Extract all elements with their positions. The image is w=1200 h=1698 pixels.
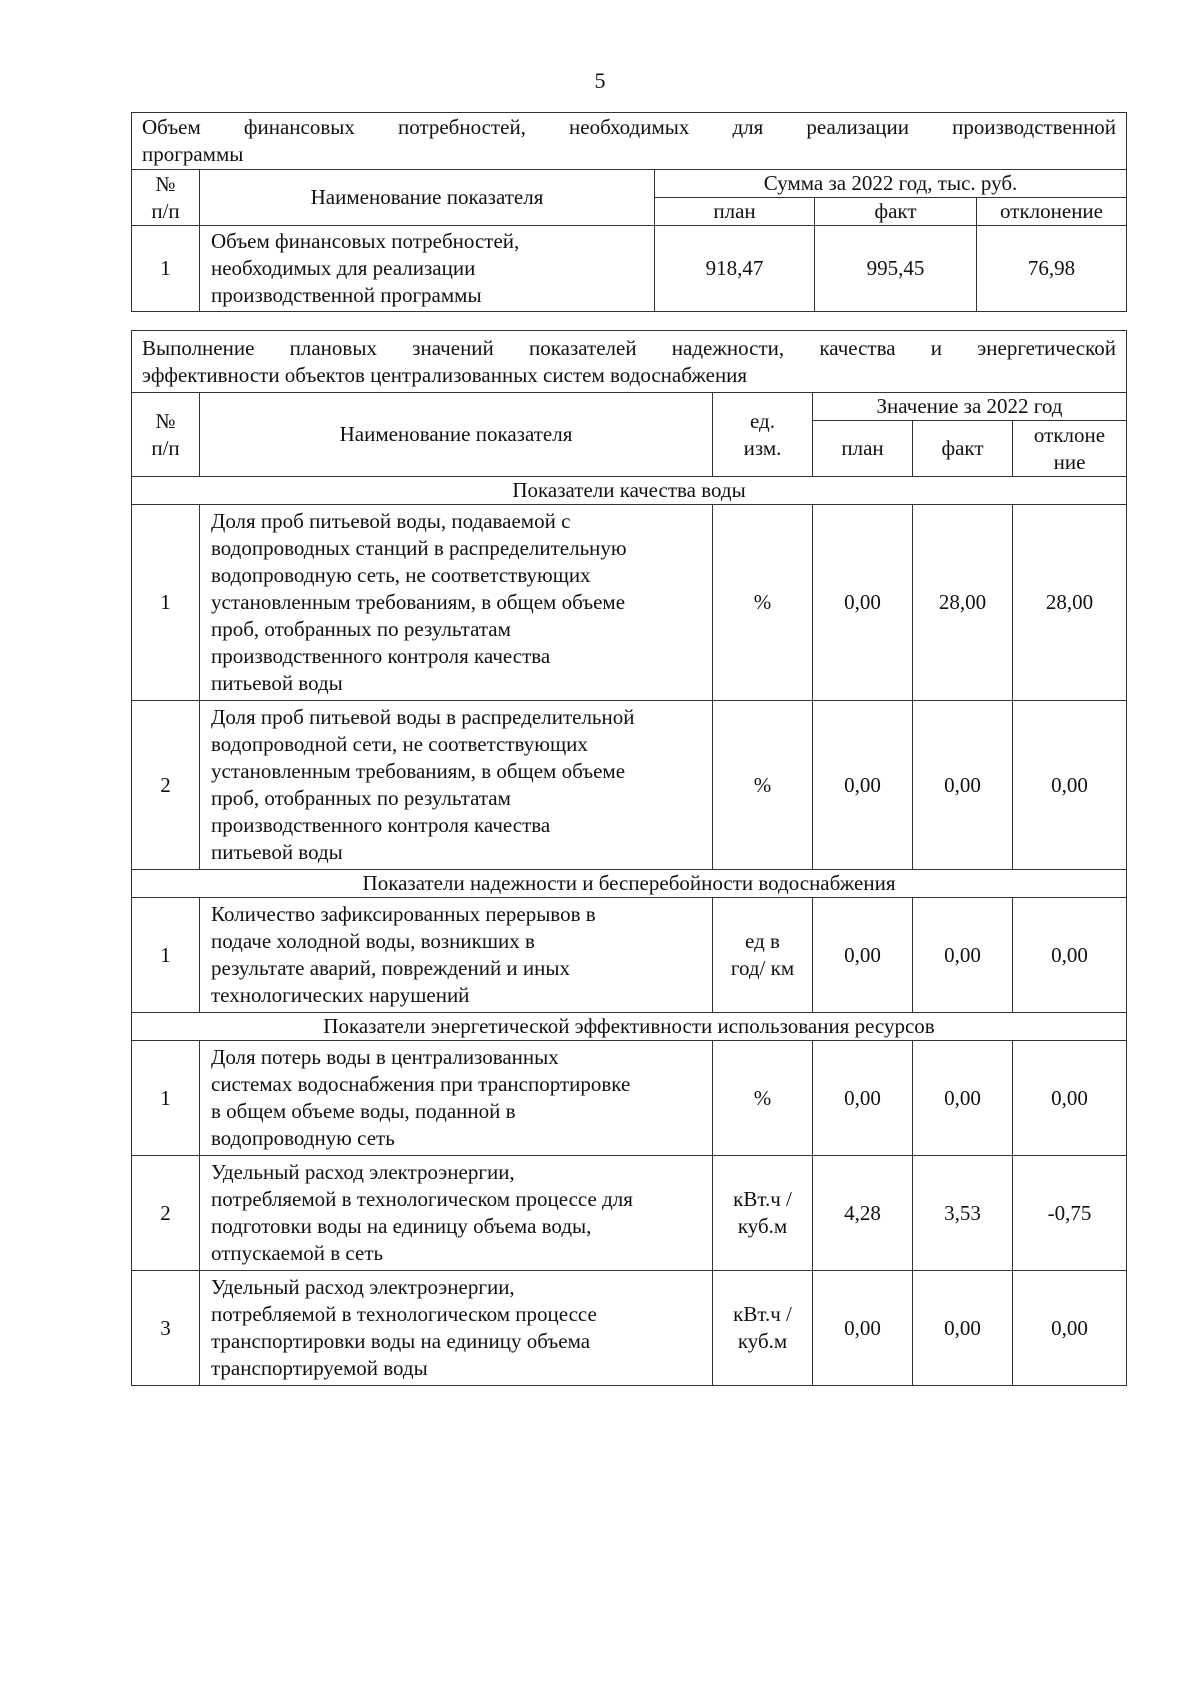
row-name: Количество зафиксированных перерывов в подаче холодной воды, возникших в результате аварий, повреждений и иных технологических нарушений (200, 898, 713, 1013)
table-row (132, 1156, 1127, 1271)
row-num: 2 (132, 701, 200, 870)
performance-indicators-table (131, 330, 1127, 1386)
row-fact: 0,00 (913, 701, 1013, 870)
row-fact: 28,00 (913, 505, 1013, 701)
table-row (132, 898, 1127, 1013)
row-plan: 0,00 (813, 1271, 913, 1386)
row-fact: 995,45 (815, 226, 977, 312)
deviation-header: отклонение (977, 198, 1127, 226)
fact-header: факт (815, 198, 977, 226)
row-deviation: 0,00 (1013, 1041, 1127, 1156)
row-name: Удельный расход электроэнергии, потребляемой в технологическом процессе для подготовки воды на единицу объема воды, отпускаемой в сеть (200, 1156, 713, 1271)
table-row (132, 505, 1127, 701)
row-deviation: 76,98 (977, 226, 1127, 312)
section-title-quality: Показатели качества воды (132, 477, 1127, 505)
row-plan: 0,00 (813, 505, 913, 701)
deviation-header: отклоне ние (1013, 421, 1127, 477)
unit-header: ед. изм. (713, 393, 813, 477)
num-header: № п/п (132, 170, 200, 226)
row-deviation: 0,00 (1013, 701, 1127, 870)
row-deviation: 28,00 (1013, 505, 1127, 701)
row-name: Доля потерь воды в централизованных системах водоснабжения при транспортировке в общем объеме воды, поданной в водопроводную сеть (200, 1041, 713, 1156)
sum-header: Сумма за 2022 год, тыс. руб. (655, 170, 1127, 198)
fact-header: факт (913, 421, 1013, 477)
row-name: Объем финансовых потребностей, необходимых для реализации производственной программы (200, 226, 655, 312)
value-header: Значение за 2022 год (813, 393, 1127, 421)
row-deviation: 0,00 (1013, 898, 1127, 1013)
table-row (132, 1041, 1127, 1156)
row-plan: 0,00 (813, 701, 913, 870)
plan-header: план (813, 421, 913, 477)
row-plan: 4,28 (813, 1156, 913, 1271)
row-fact: 0,00 (913, 1271, 1013, 1386)
financial-table-title: Объем финансовых потребностей, необходимых для реализации производственной программы (132, 113, 1127, 170)
row-num: 1 (132, 505, 200, 701)
row-unit: ед в год/ км (713, 898, 813, 1013)
row-deviation: -0,75 (1013, 1156, 1127, 1271)
row-name: Доля проб питьевой воды, подаваемой с водопроводных станций в распределительную водопроводную сеть, не соответствующих установленным требованиям, в общем объеме проб, отобранных по результатам производственного контроля качества питьевой воды (200, 505, 713, 701)
row-num: 2 (132, 1156, 200, 1271)
table-row (132, 701, 1127, 870)
page-number: 5 (594, 68, 606, 93)
row-name: Удельный расход электроэнергии, потребляемой в технологическом процессе транспортировки воды на единицу объема транспортируемой воды (200, 1271, 713, 1386)
plan-header: план (655, 198, 815, 226)
row-unit: % (713, 1041, 813, 1156)
row-num: 1 (132, 1041, 200, 1156)
financial-needs-table (131, 112, 1127, 312)
performance-table-title: Выполнение плановых значений показателей надежности, качества и энергетической эффективности объектов централизованных систем водоснабжения (132, 331, 1127, 393)
section-title-reliability: Показатели надежности и бесперебойности водоснабжения (132, 870, 1127, 898)
row-unit: % (713, 701, 813, 870)
row-num: 1 (132, 898, 200, 1013)
row-deviation: 0,00 (1013, 1271, 1127, 1386)
section-title-energy: Показатели энергетической эффективности использования ресурсов (132, 1013, 1127, 1041)
table-row (132, 1271, 1127, 1386)
row-unit: % (713, 505, 813, 701)
row-num: 1 (132, 226, 200, 312)
name-header: Наименование показателя (200, 170, 655, 226)
row-unit: кВт.ч / куб.м (713, 1271, 813, 1386)
row-plan: 0,00 (813, 1041, 913, 1156)
table-row (132, 226, 1127, 312)
name-header: Наименование показателя (200, 393, 713, 477)
row-name: Доля проб питьевой воды в распределительной водопроводной сети, не соответствующих установленным требованиям, в общем объеме проб, отобранных по результатам производственного контроля качества питьевой воды (200, 701, 713, 870)
row-fact: 0,00 (913, 898, 1013, 1013)
num-header: № п/п (132, 393, 200, 477)
row-plan: 918,47 (655, 226, 815, 312)
row-fact: 0,00 (913, 1041, 1013, 1156)
row-unit: кВт.ч / куб.м (713, 1156, 813, 1271)
row-fact: 3,53 (913, 1156, 1013, 1271)
row-num: 3 (132, 1271, 200, 1386)
row-plan: 0,00 (813, 898, 913, 1013)
